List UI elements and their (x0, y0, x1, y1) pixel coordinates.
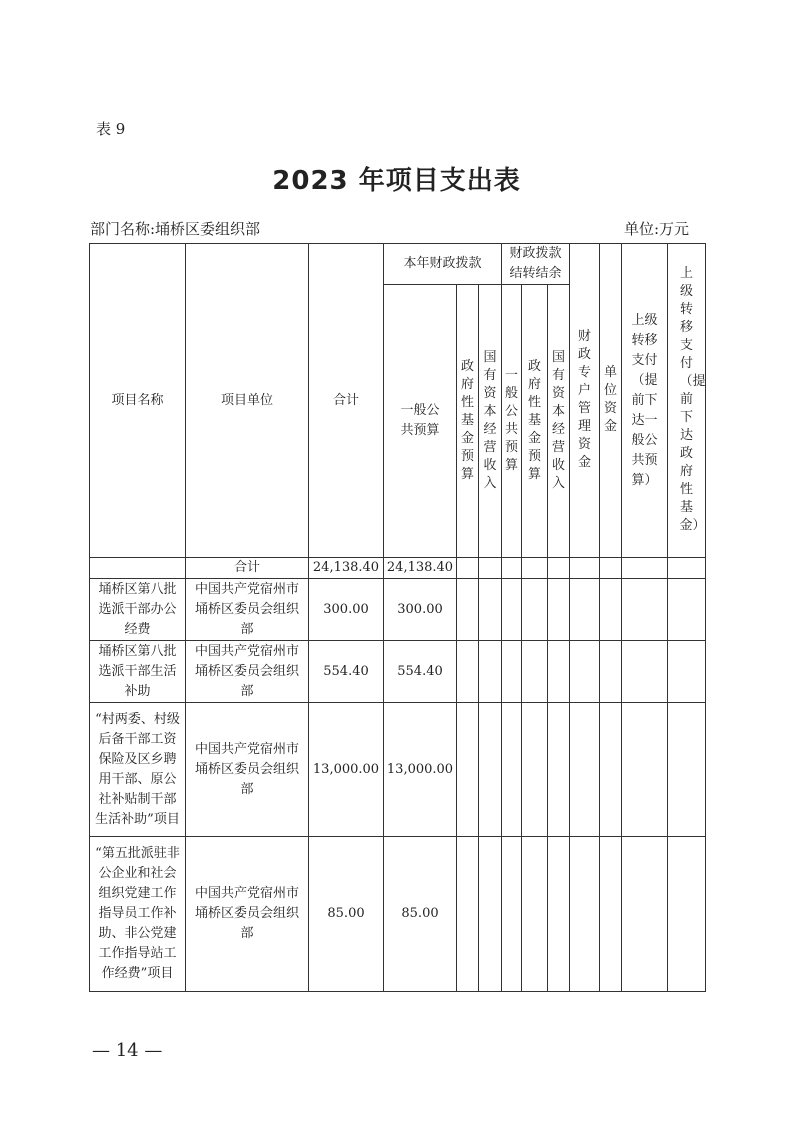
cell-empty (570, 837, 600, 992)
table-number: 表 9 (96, 120, 126, 138)
cell-empty (522, 579, 548, 641)
cell-empty (502, 558, 522, 579)
cell-empty (502, 641, 522, 703)
project-name: 埇桥区第八批选派干部生活补助 (90, 641, 186, 703)
row-total: 85.00 (309, 837, 384, 992)
project-unit: 中国共产党宿州市埇桥区委员会组织部 (186, 641, 309, 703)
project-unit: 中国共产党宿州市埇桥区委员会组织部 (186, 703, 309, 837)
project-unit: 中国共产党宿州市埇桥区委员会组织部 (186, 579, 309, 641)
cell-empty (600, 641, 622, 703)
cell-empty (522, 703, 548, 837)
table-row (90, 703, 706, 837)
unit-label: 单位:万元 (623, 220, 689, 238)
header-carryover-state-capital: 国有资本经营收入 (548, 285, 570, 558)
cell-empty (600, 703, 622, 837)
header-transfer-gov: 上级转移支付（提前下达政府性基金） (668, 244, 706, 558)
cell-empty (622, 703, 668, 837)
header-carryover: 财政拨款结转结余 (502, 244, 570, 285)
header-transfer-general: 上级转移支付（提前下达一般公共预算） (622, 244, 668, 558)
total-label: 合计 (186, 558, 309, 579)
row-general: 13,000.00 (384, 703, 457, 837)
cell-empty (570, 703, 600, 837)
row-general: 554.40 (384, 641, 457, 703)
header-project-name: 项目名称 (90, 244, 186, 558)
cell-empty (622, 837, 668, 992)
row-general: 85.00 (384, 837, 457, 992)
table-row (90, 641, 706, 703)
cell-empty (600, 579, 622, 641)
cell-empty (502, 579, 522, 641)
page-number: — 14 — (92, 1040, 163, 1061)
header-unit-fund: 单位资金 (600, 244, 622, 558)
table-row (90, 579, 706, 641)
project-name: “第五批派驻非公企业和社会组织党建工作指导员工作补助、非公党建工作指导站工作经费”项目 (90, 837, 186, 992)
header-total: 合计 (309, 244, 384, 558)
cell-empty (522, 641, 548, 703)
cell-empty (457, 641, 479, 703)
header-carryover-gov-fund: 政府性基金预算 (522, 285, 548, 558)
project-expenditure-table (89, 243, 706, 992)
cell-empty (502, 837, 522, 992)
project-name: 埇桥区第八批选派干部办公经费 (90, 579, 186, 641)
cell-empty (570, 579, 600, 641)
cell-empty (600, 558, 622, 579)
page-title: 2023 年项目支出表 (272, 166, 521, 196)
cell-empty (548, 837, 570, 992)
header-current-year: 本年财政拨款 (384, 244, 502, 285)
cell-empty (668, 703, 706, 837)
cell-empty (457, 703, 479, 837)
table-row (90, 837, 706, 992)
total-amount: 24,138.40 (309, 558, 384, 579)
header-special-fund: 财政专户管理资金 (570, 244, 600, 558)
cell-empty (668, 579, 706, 641)
cell-empty (522, 558, 548, 579)
cell-empty (622, 558, 668, 579)
cell-empty (522, 837, 548, 992)
cell-empty (622, 579, 668, 641)
cell-empty (548, 641, 570, 703)
cell-empty (668, 641, 706, 703)
header-general-budget: 一般公共预算 (384, 285, 457, 558)
project-name: “村两委、村级后备干部工资保险及区乡聘用干部、原公社补贴制干部生活补助”项目 (90, 703, 186, 837)
cell-empty (548, 558, 570, 579)
header-project-unit: 项目单位 (186, 244, 309, 558)
cell-empty (479, 703, 502, 837)
cell-empty (90, 558, 186, 579)
cell-empty (570, 558, 600, 579)
cell-empty (570, 641, 600, 703)
cell-empty (479, 837, 502, 992)
cell-empty (622, 641, 668, 703)
row-total: 300.00 (309, 579, 384, 641)
cell-empty (457, 558, 479, 579)
cell-empty (479, 641, 502, 703)
cell-empty (457, 837, 479, 992)
table-row-total (90, 558, 706, 579)
cell-empty (668, 837, 706, 992)
cell-empty (548, 703, 570, 837)
row-general: 300.00 (384, 579, 457, 641)
header-state-capital: 国有资本经营收入 (479, 285, 502, 558)
cell-empty (600, 837, 622, 992)
cell-empty (479, 558, 502, 579)
row-total: 554.40 (309, 641, 384, 703)
header-carryover-general: 一般公共预算 (502, 285, 522, 558)
department-label: 部门名称:埇桥区委组织部 (90, 220, 261, 238)
header-gov-fund: 政府性基金预算 (457, 285, 479, 558)
project-unit: 中国共产党宿州市埇桥区委员会组织部 (186, 837, 309, 992)
cell-empty (457, 579, 479, 641)
cell-empty (502, 703, 522, 837)
row-total: 13,000.00 (309, 703, 384, 837)
total-general: 24,138.40 (384, 558, 457, 579)
cell-empty (548, 579, 570, 641)
cell-empty (479, 579, 502, 641)
cell-empty (668, 558, 706, 579)
